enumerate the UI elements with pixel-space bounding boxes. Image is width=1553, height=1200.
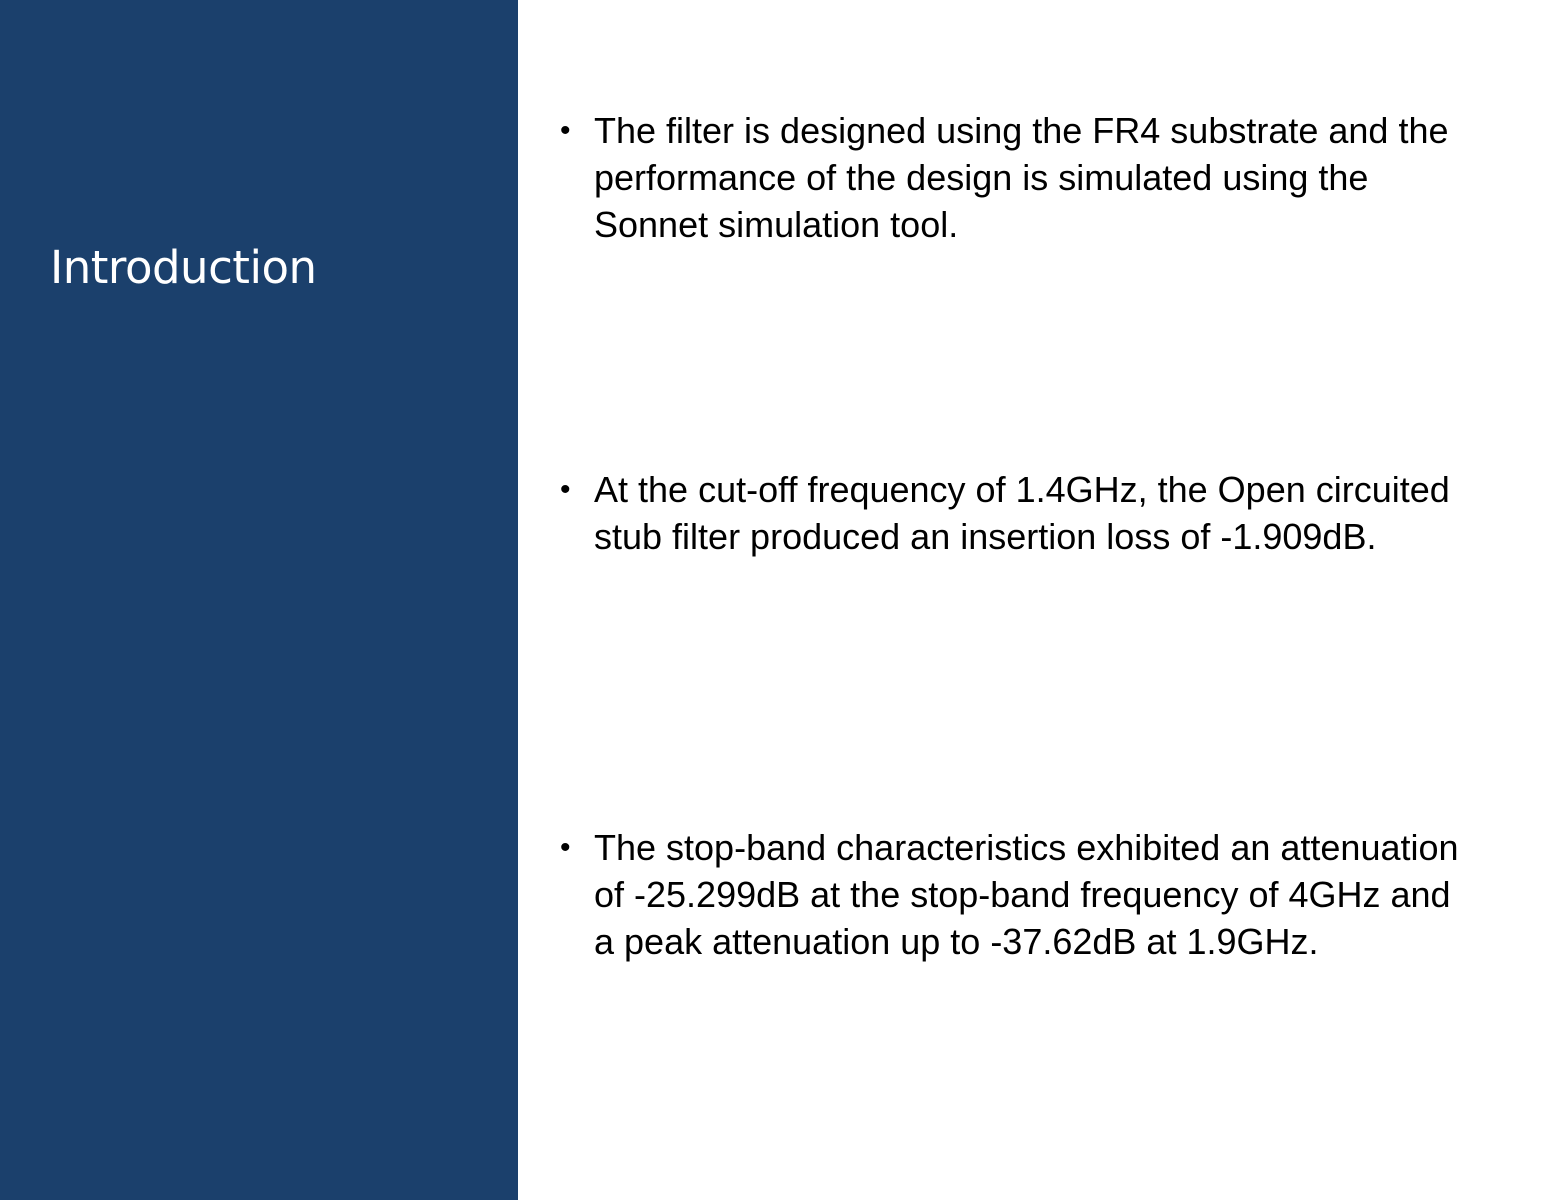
bullet-dot-icon: • [560,114,571,147]
bullet-text: The filter is designed using the FR4 substrate and the performance of the design is simulated using the Sonnet simulation tool. [594,110,1449,245]
bullet-text: At the cut-off frequency of 1.4GHz, the Open circuited stub filter produced an insertion loss of -1.909dB. [594,469,1450,557]
bullet-text: The stop-band characteristics exhibited an attenuation of -25.299dB at the stop-band frequency of 4GHz and a peak attenuation up to -37.62dB at 1.9GHz. [594,827,1459,962]
bullet-dot-icon: • [560,831,571,864]
bullet-dot-icon: • [560,473,571,506]
title-sidebar [0,0,518,1200]
bullet-item-1 [560,107,1510,248]
bullet-list [560,0,1510,1200]
bullet-item-3 [560,824,1510,965]
bullet-item-2 [560,466,1510,560]
slide-title: Introduction [50,241,317,294]
